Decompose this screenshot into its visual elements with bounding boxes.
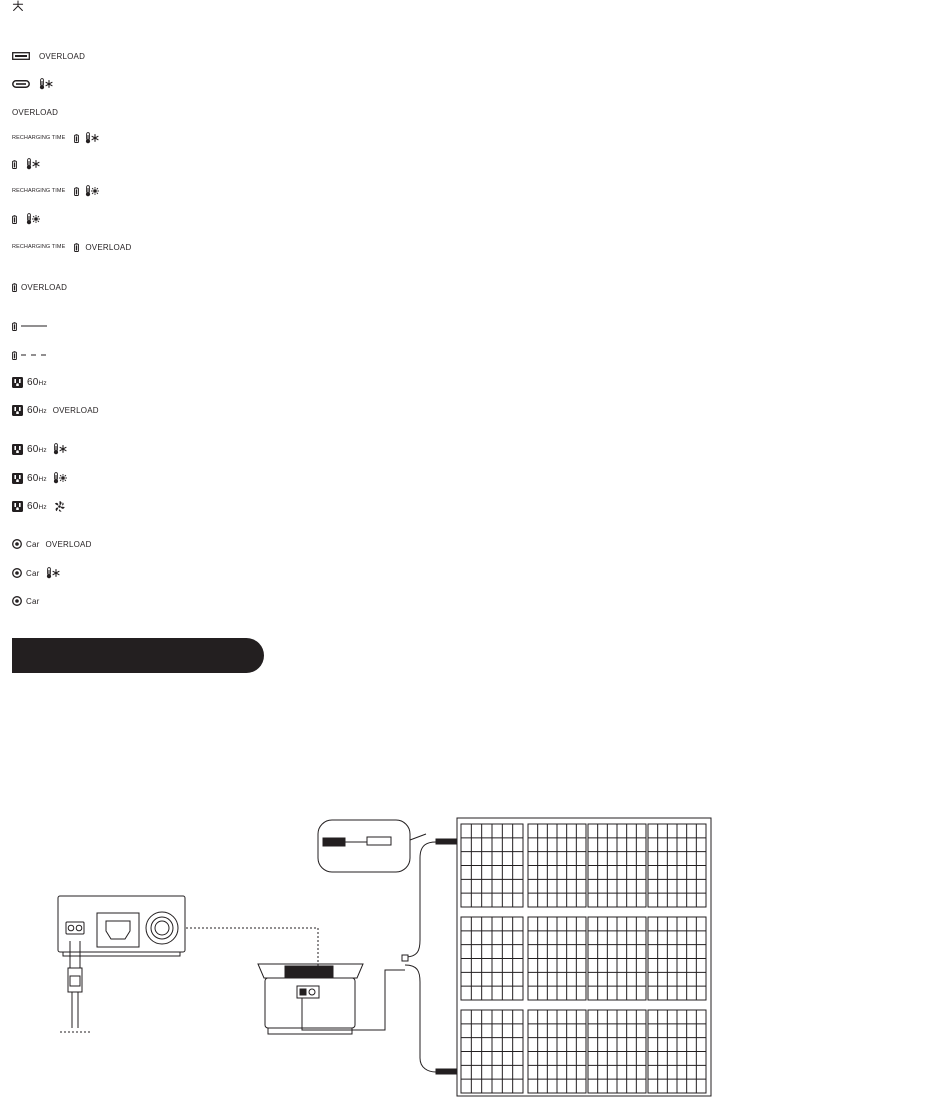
- solar-panel: [528, 824, 586, 907]
- solar-panel: [528, 1010, 586, 1093]
- section-banner: [12, 638, 264, 673]
- battery-icon: [74, 187, 79, 196]
- car-port-icon: [12, 568, 22, 578]
- legend-row-18: [12, 537, 92, 551]
- hz-label: Hz: [38, 380, 47, 387]
- solar-panel: [461, 1010, 523, 1093]
- legend-row-15: [12, 442, 67, 456]
- legend-row-12: [12, 348, 47, 362]
- solar-panel-frame: [457, 818, 711, 1096]
- solar-panel: [461, 917, 523, 1000]
- thermometer-sun-icon: [85, 185, 99, 197]
- solar-panel: [461, 824, 523, 907]
- solar-panel-array: [457, 818, 711, 1096]
- rear-panel-illustration: [58, 896, 185, 956]
- solid-line-icon: [21, 324, 47, 328]
- overload-label: OVERLOAD: [85, 242, 132, 252]
- solar-panel: [648, 824, 706, 907]
- solar-panel: [588, 1010, 646, 1093]
- legend-row-19: [12, 566, 60, 580]
- usb-c-port-icon: [12, 80, 30, 88]
- overload-label: OVERLOAD: [45, 539, 92, 549]
- recharging-time-label: RECHARGING TIME: [12, 244, 66, 250]
- battery-exclaim-icon: [74, 243, 79, 252]
- car-label: Car: [26, 539, 40, 549]
- ac-plug-illustration: [60, 941, 90, 1032]
- battery-exclaim-icon: [12, 283, 17, 292]
- legend-row-7: [12, 184, 99, 198]
- car-port-icon: [12, 596, 22, 606]
- hz-label: Hz: [38, 504, 47, 511]
- legend-row-6: [12, 157, 40, 171]
- frequency-number: 60: [27, 443, 39, 455]
- hz-label: Hz: [38, 447, 47, 454]
- battery-icon: [74, 134, 79, 143]
- fan-icon: [53, 500, 66, 513]
- thermometer-snow-icon: [53, 443, 67, 455]
- legend-row-20: [12, 594, 40, 608]
- legend-row-17: [12, 499, 66, 513]
- thermometer-snow-icon: [26, 158, 40, 170]
- recharging-time-label: RECHARGING TIME: [12, 135, 66, 141]
- battery-icon: [12, 215, 17, 224]
- battery-icon: [12, 160, 17, 169]
- frequency-number: 60: [27, 376, 39, 388]
- ac-outlet-icon: [12, 501, 23, 512]
- solar-panel: [588, 824, 646, 907]
- recharging-time-label: RECHARGING TIME: [12, 188, 66, 194]
- legend-row-10: [12, 280, 67, 294]
- legend-row-9: [12, 240, 131, 254]
- legend-row-2: [12, 49, 85, 63]
- solar-panel: [528, 917, 586, 1000]
- thermometer-sun-icon: [26, 213, 40, 225]
- overload-label: OVERLOAD: [21, 282, 68, 292]
- ac-outlet-icon: [12, 473, 23, 484]
- legend-row-3: [12, 77, 53, 91]
- thermometer-snow-icon: [85, 132, 99, 144]
- ac-outlet-icon: [12, 377, 23, 388]
- ac-outlet-icon: [12, 444, 23, 455]
- frequency-number: 60: [27, 500, 39, 512]
- ac-outlet-icon: [12, 405, 23, 416]
- solar-panel: [648, 1010, 706, 1093]
- legend-row-13: [12, 375, 47, 389]
- battery-icon: [12, 322, 17, 331]
- overload-label: OVERLOAD: [52, 405, 99, 415]
- car-label: Car: [26, 568, 40, 578]
- legend-row-11: [12, 319, 47, 333]
- legend-row-14: [12, 403, 99, 417]
- legend-row-4: [12, 105, 58, 119]
- overload-label: OVERLOAD: [39, 51, 86, 61]
- asterisk-icon: [12, 0, 24, 12]
- thermometer-snow-icon: [39, 78, 53, 90]
- frequency-number: 60: [27, 404, 39, 416]
- legend-row-5: [12, 131, 99, 145]
- frequency-number: 60: [27, 472, 39, 484]
- dashed-line-icon: [21, 353, 47, 357]
- hz-label: Hz: [38, 476, 47, 483]
- solar-panel: [648, 917, 706, 1000]
- thermometer-sun-icon: [53, 472, 67, 484]
- power-station-illustration: [258, 964, 405, 1034]
- car-label: Car: [26, 596, 40, 606]
- usb-a-port-icon: [12, 52, 30, 60]
- hz-label: Hz: [38, 408, 47, 415]
- connector-callout: [318, 820, 426, 872]
- solar-panel: [588, 917, 646, 1000]
- legend-row-1: [12, 0, 24, 13]
- legend-row-16: [12, 471, 67, 485]
- legend-row-8: [12, 212, 40, 226]
- thermometer-snow-icon: [46, 567, 60, 579]
- battery-icon: [12, 351, 17, 360]
- car-port-icon: [12, 539, 22, 549]
- overload-label: OVERLOAD: [12, 107, 59, 117]
- connection-illustration: [0, 800, 950, 1100]
